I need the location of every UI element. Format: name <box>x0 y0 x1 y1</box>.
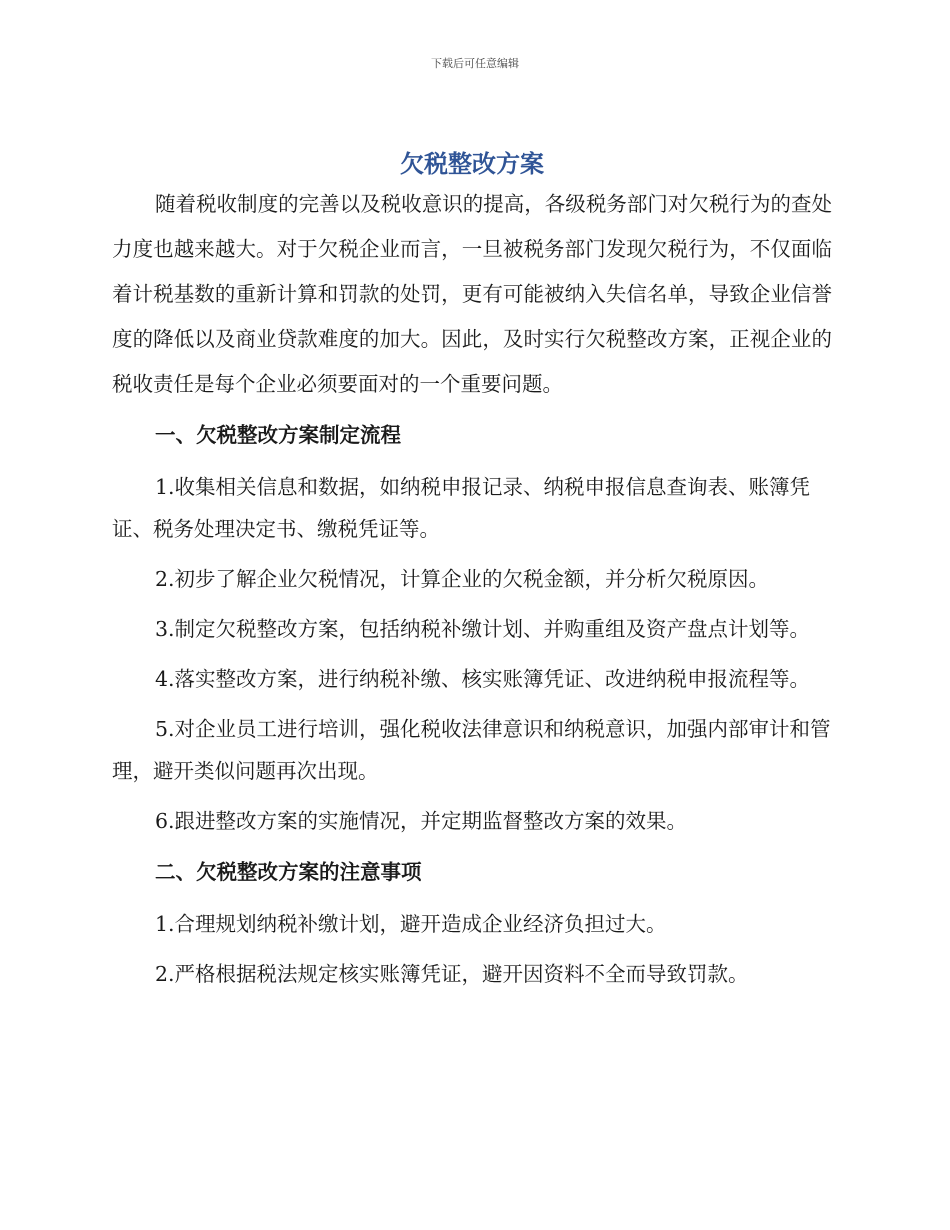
section-1-item: 3.制定欠税整改方案，包括纳税补缴计划、并购重组及资产盘点计划等。 <box>155 617 811 641</box>
section-1-heading: 一、欠税整改方案制定流程 <box>155 423 401 447</box>
section-1-item: 6.跟进整改方案的实施情况，并定期监督整改方案的效果。 <box>155 809 688 833</box>
intro-paragraph: 随着税收制度的完善以及税收意识的提高，各级税务部门对欠税行为的查处力度也越来越大。对于欠税企业而言，一旦被税务部门发现欠税行为，不仅面临着计税基数的重新计算和罚款的处罚，更有可能被纳入失信名单，导致企业信誉度的降低以及商业贷款难度的加大。因此，及时实行欠税整改方案，正视企业的税收责任是每个企业必须要面对的一个重要问题。 <box>112 192 832 396</box>
section-1-item: 2.初步了解企业欠税情况，计算企业的欠税金额，并分析欠税原因。 <box>155 567 770 591</box>
section-2-heading: 二、欠税整改方案的注意事项 <box>155 860 422 884</box>
document-title: 欠税整改方案 <box>400 150 544 178</box>
section-2-item: 2.严格根据税法规定核实账簿凭证，避开因资料不全而导致罚款。 <box>155 962 749 986</box>
page-header-note: 下载后可任意编辑 <box>431 57 519 70</box>
section-1-item: 1.收集相关信息和数据，如纳税申报记录、纳税申报信息查询表、账簿凭证、税务处理决定书、缴税凭证等。 <box>112 475 811 541</box>
document-body <box>112 148 832 1003</box>
section-1-item: 4.落实整改方案，进行纳税补缴、核实账簿凭证、改进纳税申报流程等。 <box>155 667 811 691</box>
section-2-item: 1.合理规划纳税补缴计划，避开造成企业经济负担过大。 <box>155 912 667 936</box>
section-1-item: 5.对企业员工进行培训，强化税收法律意识和纳税意识，加强内部审计和管理，避开类似问题再次出现。 <box>112 717 831 783</box>
